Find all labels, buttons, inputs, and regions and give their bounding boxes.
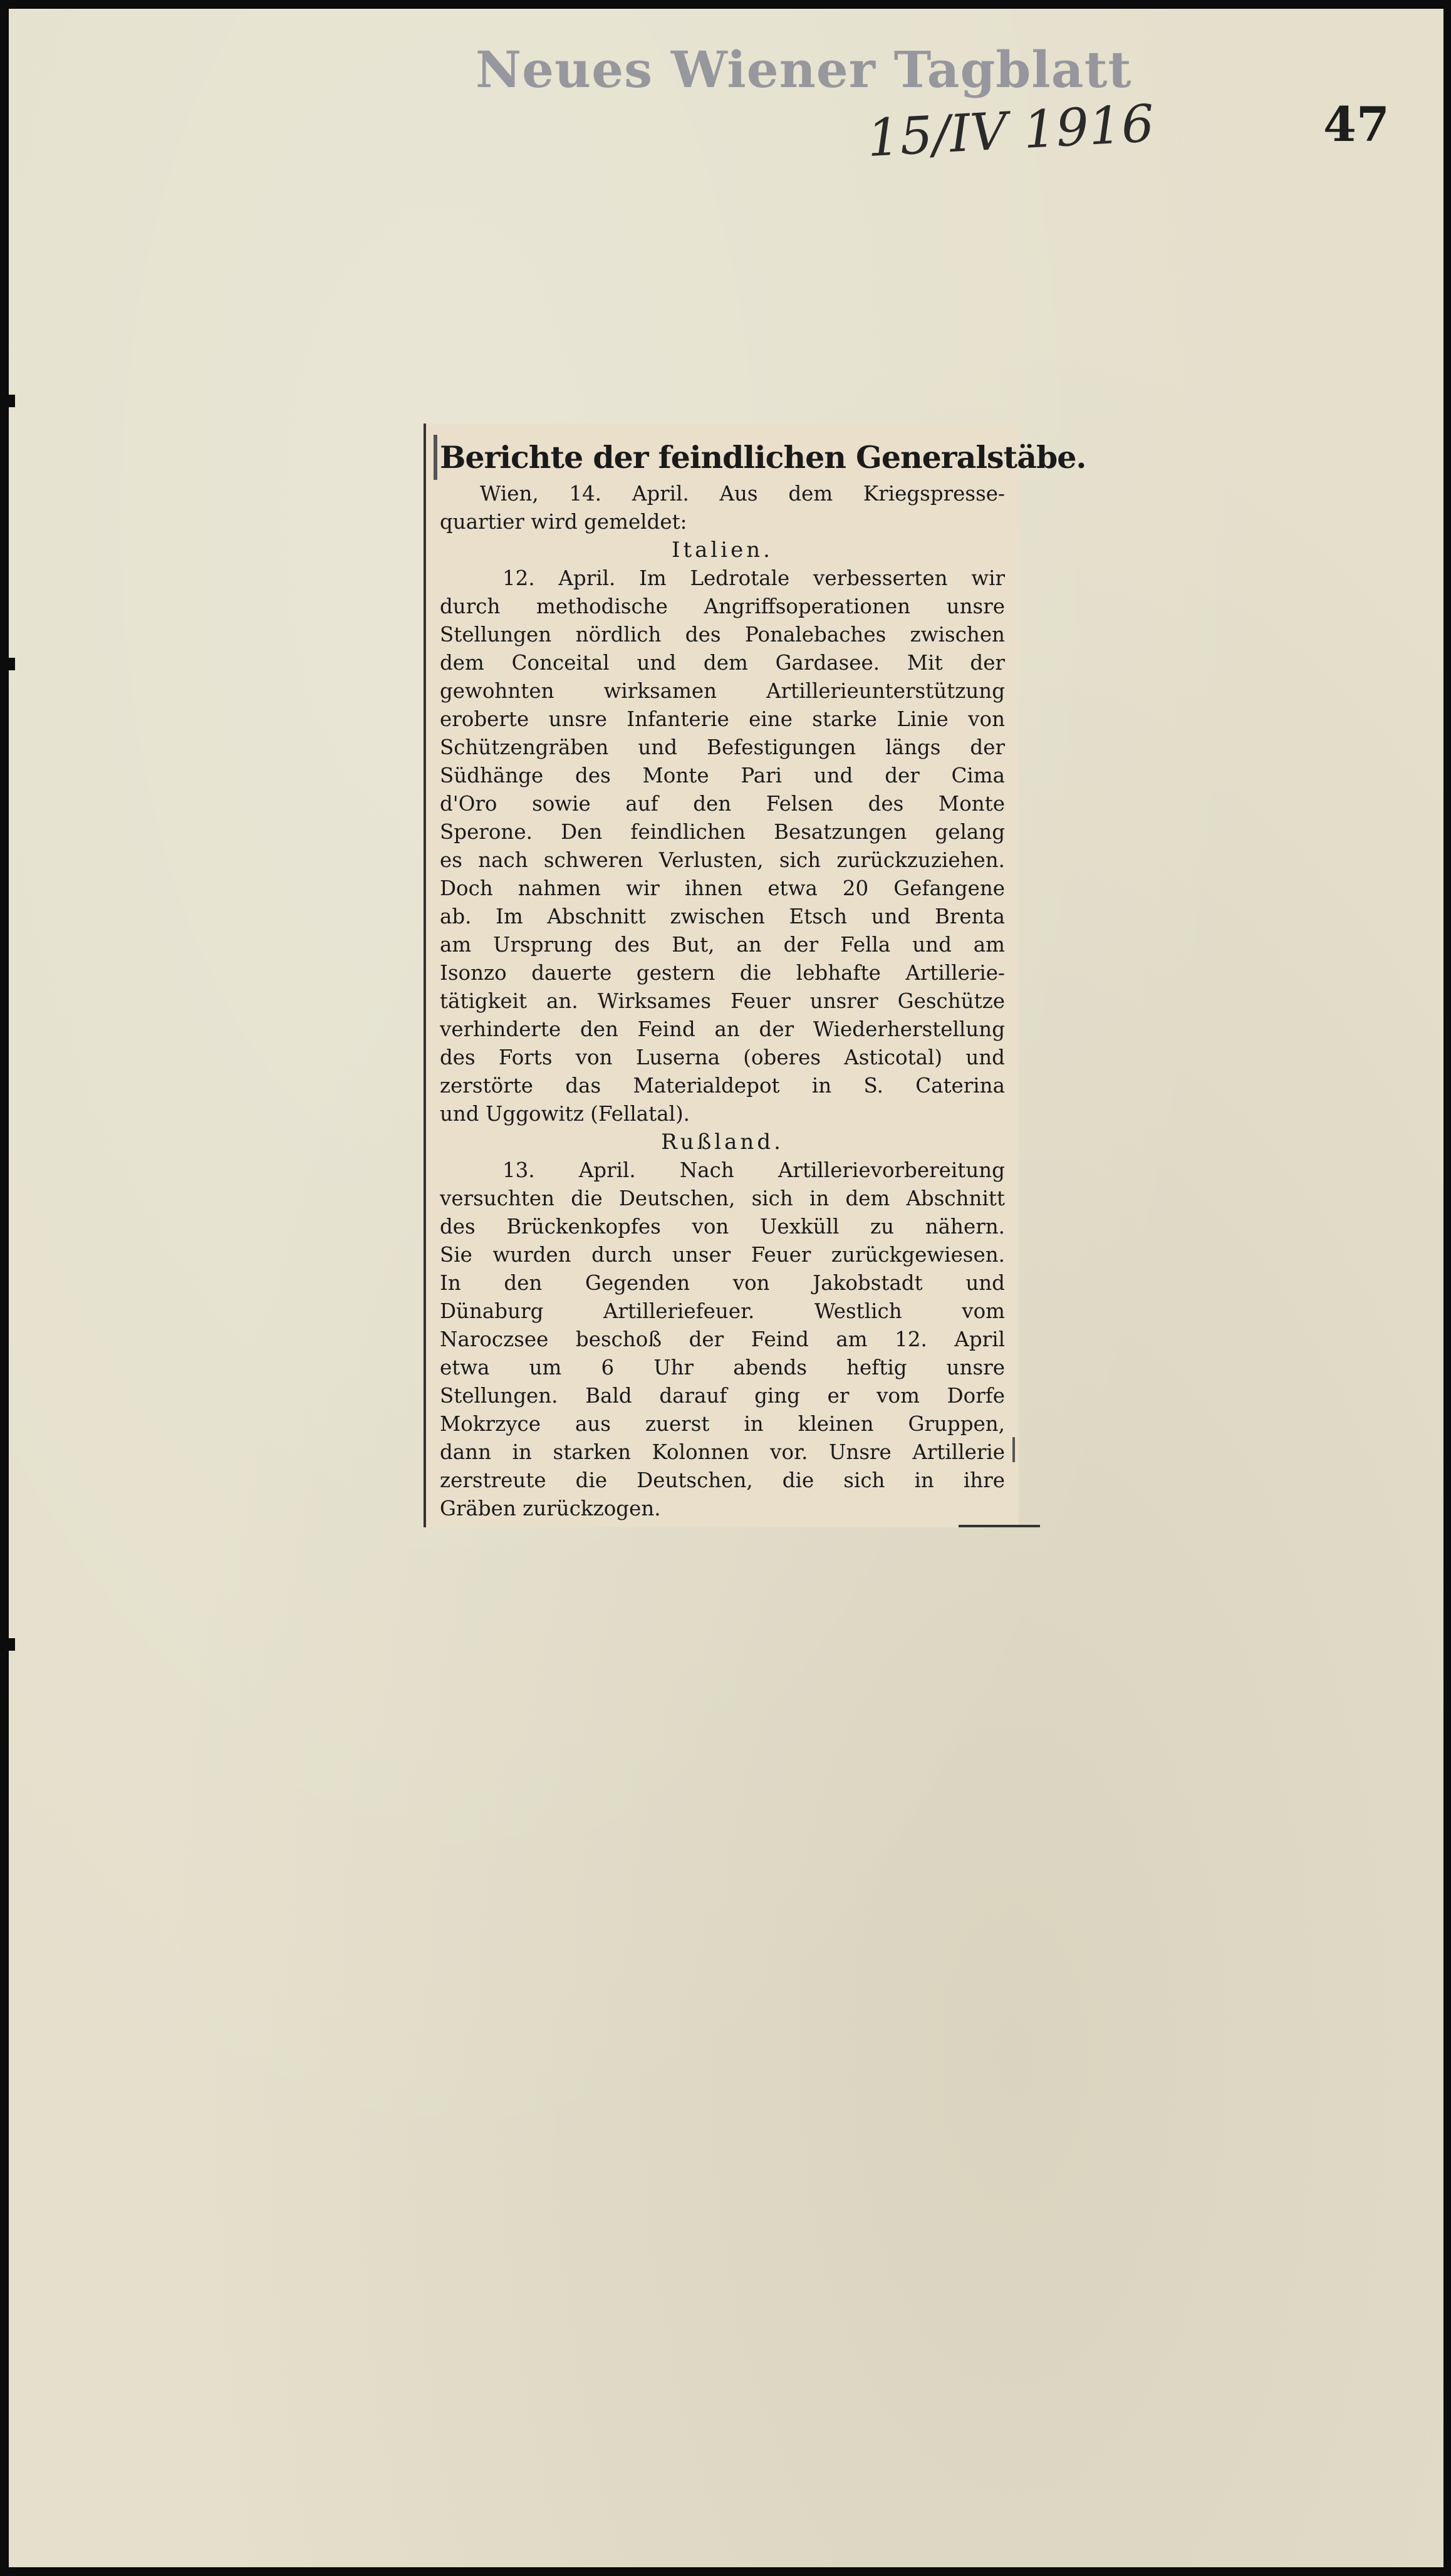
clipping-rule [959,1525,1040,1527]
text-line: Sie wurden durch unser Feuer zurückgewiesen. [440,1243,1005,1267]
text-line: eroberte unsre Infanterie eine starke Linie von [440,707,1005,731]
text-line: dem Conceital und dem Gardasee. Mit der [440,651,1005,675]
text-line: Gräben zurückzogen. [440,1497,661,1520]
section-heading-russia: Rußland. [661,1130,784,1155]
binding-notch [0,1638,15,1651]
clipping-edge-mark [1012,1437,1015,1462]
text-line: am Ursprung des But, an der Fella und am [440,933,1005,957]
text-line: Mokrzyce aus zuerst in kleinen Gruppen, [440,1412,1005,1436]
text-line: es nach schweren Verlusten, sich zurückzuziehen. [440,848,1005,872]
text-line: dann in starken Kolonnen vor. Unsre Artillerie [440,1440,1005,1464]
text-line: tätigkeit an. Wirksames Feuer unsrer Geschütze [440,989,1005,1013]
text-line: des Brückenkopfes von Uexküll zu nähern. [440,1215,1005,1239]
text-line: Wien, 14. April. Aus dem Kriegspresse- [480,482,1005,506]
text-line: Schützengräben und Befestigungen längs der [440,735,1005,759]
text-line: gewohnten wirksamen Artillerieunterstützung [440,679,1005,703]
text-line: durch methodische Angriffsoperationen unsre [440,595,1005,618]
text-line: Sperone. Den feindlichen Besatzungen gelang [440,820,1005,844]
archive-sheet [9,9,1443,2567]
binding-notch [0,395,15,407]
text-line: Südhänge des Monte Pari und der Cima [440,764,1005,787]
text-line: zerstörte das Materialdepot in S. Caterina [440,1074,1005,1098]
text-line: 12. April. Im Ledrotale verbesserten wir [502,566,1005,590]
text-line: etwa um 6 Uhr abends heftig unsre [440,1356,1005,1379]
text-line: Dünaburg Artilleriefeuer. Westlich vom [440,1299,1005,1323]
text-line: Isonzo dauerte gestern die lebhafte Artillerie- [440,961,1005,985]
text-line: ab. Im Abschnitt zwischen Etsch und Brenta [440,905,1005,928]
text-line: Stellungen nördlich des Ponalebaches zwischen [440,623,1005,647]
russia-paragraph [440,1156,1005,1523]
page-number: 47 [1323,96,1390,152]
article-title: Berichte der feindlichen Generalstäbe. [434,435,1005,480]
handwritten-date: 15/IV 1916 [865,94,1156,169]
text-line: d'Oro sowie auf den Felsen des Monte [440,792,1005,816]
binding-notch [0,658,15,670]
italy-paragraph [440,564,1005,1128]
newspaper-clipping [424,423,1086,1527]
text-line: quartier wird gemeldet: [440,510,687,534]
text-line: Stellungen. Bald darauf ging er vom Dorfe [440,1384,1005,1408]
section-heading-italy: Italien. [672,538,773,563]
text-line: Doch nahmen wir ihnen etwa 20 Gefangene [440,876,1005,900]
text-line: zerstreute die Deutschen, die sich in ihre [440,1468,1005,1492]
intro-paragraph [440,480,1005,536]
text-line: In den Gegenden von Jakobstadt und [440,1271,1005,1295]
text-line: verhinderte den Feind an der Wiederherstellung [440,1017,1005,1041]
text-line: versuchten die Deutschen, sich in dem Abschnitt [440,1187,1005,1210]
newspaper-stamp: Neues Wiener Tagblatt [476,40,1132,99]
text-line: und Uggowitz (Fellatal). [440,1102,690,1126]
text-line: des Forts von Luserna (oberes Asticotal) und [440,1046,1005,1069]
text-line: 13. April. Nach Artillerievorbereitung [502,1158,1005,1182]
text-line: Naroczsee beschoß der Feind am 12. April [440,1327,1005,1351]
